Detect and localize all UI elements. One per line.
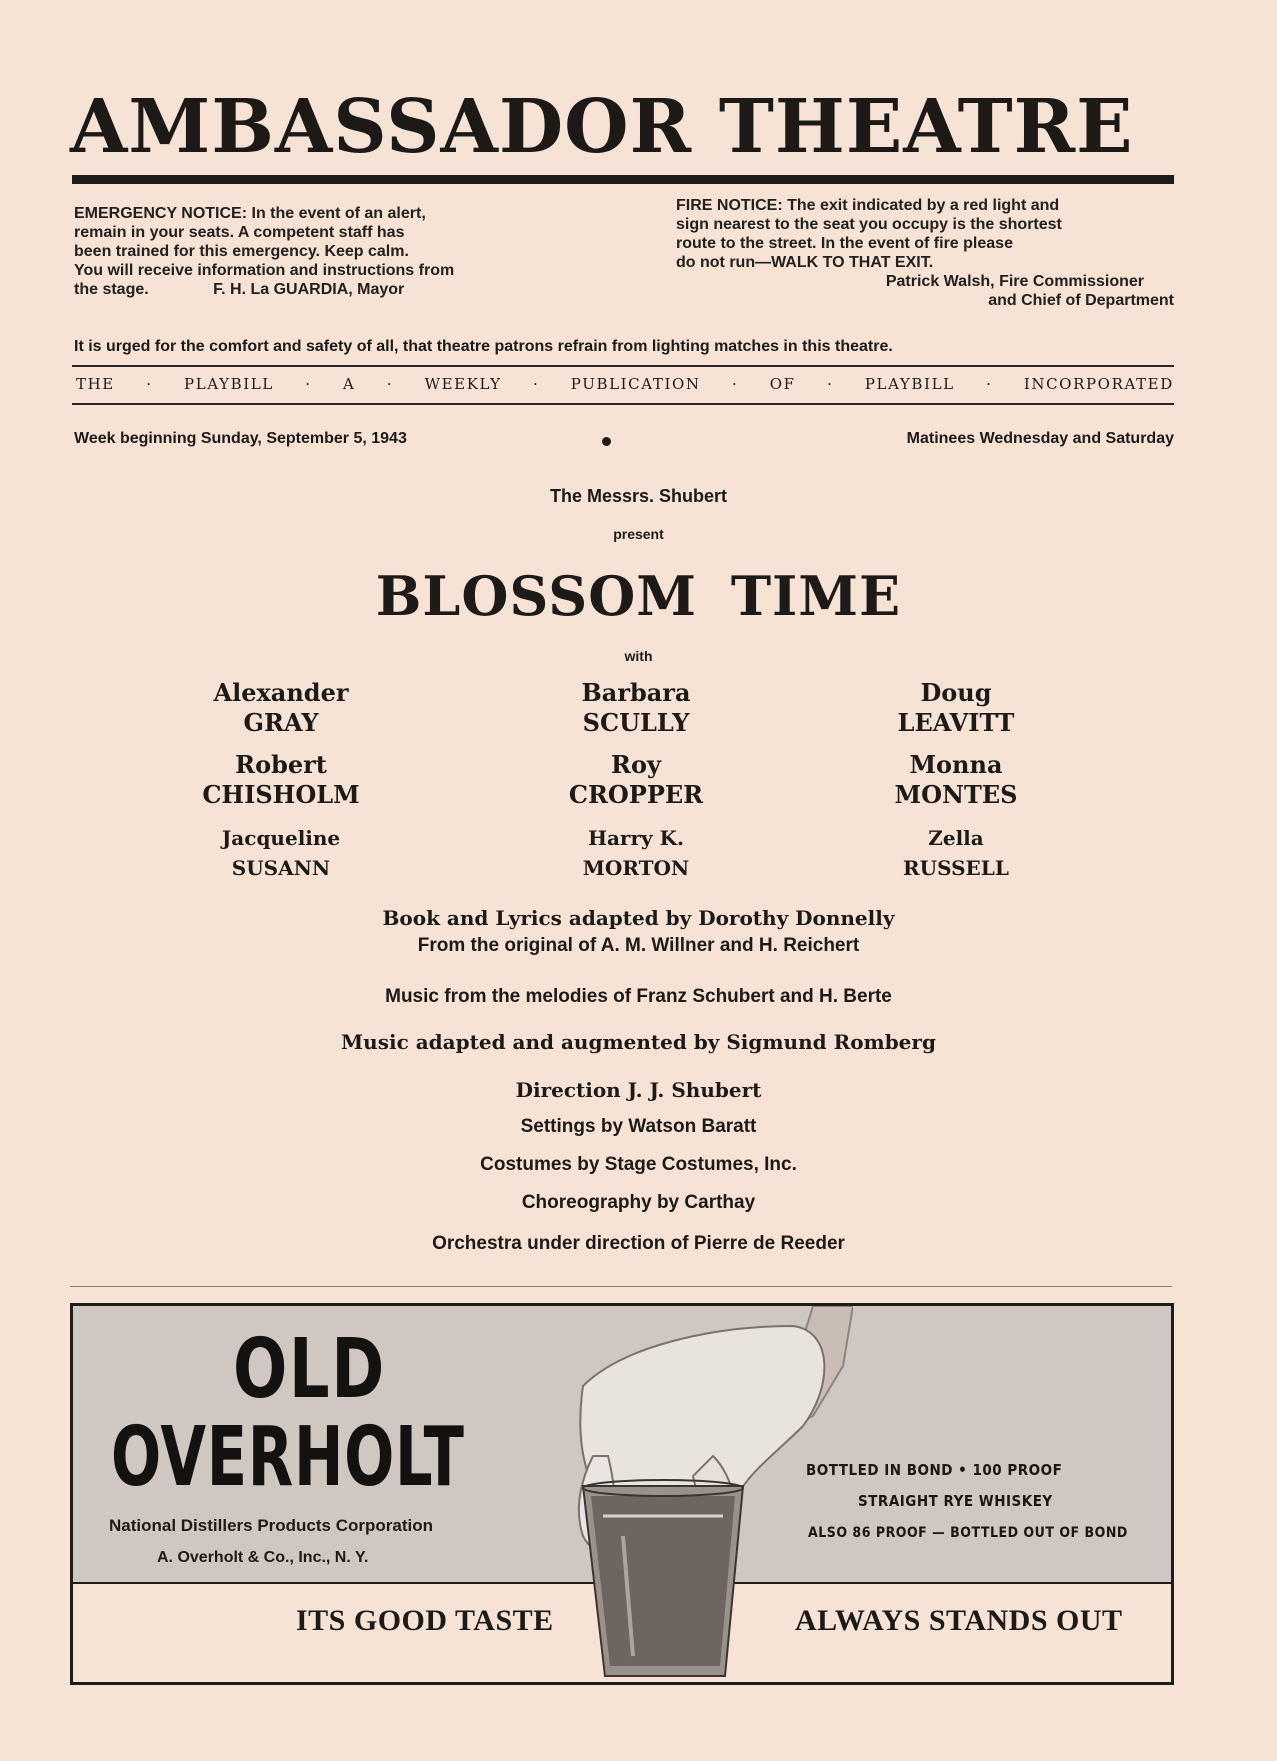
playbill-word: A [343,375,356,393]
playbill-separator: · [386,375,394,393]
costumes-credit: Costumes by Stage Costumes, Inc. [480,1154,797,1175]
playbill-word: PLAYBILL [864,375,955,393]
cast-last-name: MONTES [894,780,1018,809]
cast-last-name: RUSSELL [903,856,1009,880]
cast-first-name: Zella [928,826,984,850]
fire-notice [676,196,1174,310]
cast-member [791,750,1121,810]
mayor-signature: F. H. La GUARDIA, Mayor [213,281,405,298]
fire-line: sign nearest to the seat you occupy is the shortest [676,216,1062,233]
divider [70,1286,1172,1287]
direction-credit: Direction J. J. Shubert [515,1078,762,1102]
cast-member [791,678,1121,738]
playbill-word: INCORPORATED [1023,375,1174,393]
cast-member [116,750,446,810]
divider [72,403,1174,405]
cast-last-name: GRAY [243,708,319,737]
cast-member [116,823,446,883]
emergency-notice [74,204,580,299]
cast-last-name: MORTON [582,856,690,880]
playbill-word: PLAYBILL [184,375,274,393]
show-title: BLOSSOM TIME [375,564,902,628]
week-date: Week beginning Sunday, September 5, 1943 [74,430,407,447]
choreography-credit: Choreography by Carthay [521,1192,756,1213]
brand-name-overholt: OVERHOLT [111,1410,465,1505]
present-label: present [613,526,664,542]
slogan-right: ALWAYS STANDS OUT [795,1604,1123,1637]
emergency-line: the stage. [74,281,149,298]
orchestra-credit: Orchestra under direction of Pierre de Reeder [432,1233,845,1254]
cast-last-name: CROPPER [568,780,704,809]
emergency-line: EMERGENCY NOTICE: In the event of an alert, [74,205,426,222]
cast-first-name: Monna [909,750,1003,779]
emergency-last-line [74,280,580,299]
cast-member [471,678,801,738]
cast-last-name: SUSANN [231,856,331,880]
emergency-line: remain in your seats. A competent staff has [74,224,405,241]
spec-bottled-in-bond: BOTTLED IN BOND • 100 PROOF [806,1461,1063,1479]
emergency-line: You will receive information and instructions from [74,262,455,279]
presenter: The Messrs. Shubert [549,486,728,506]
bullet-dot [602,437,611,446]
theatre-title: AMBASSADOR THEATRE [70,84,1134,170]
old-overholt-advertisement [70,1303,1174,1685]
cast-last-name: CHISHOLM [202,780,360,809]
company-line: A. Overholt & Co., Inc., N. Y. [157,1549,369,1566]
emergency-line: been trained for this emergency. Keep calm. [74,243,409,260]
cast-first-name: Jacqueline [221,826,341,850]
cast-first-name: Harry K. [588,826,684,850]
playbill-word: OF [769,375,796,393]
cast-first-name: Doug [920,678,992,707]
playbill-separator: · [827,375,834,393]
cast-first-name: Robert [235,750,327,779]
playbill-word: WEEKLY [424,375,502,393]
original-credit: From the original of A. M. Willner and H. Reichert [417,935,860,956]
fire-line: do not run—WALK TO THAT EXIT. [676,254,934,271]
playbill-separator: · [732,375,739,393]
music-from-credit: Music from the melodies of Franz Schubert and H. Berte [385,986,892,1007]
book-credit: Book and Lyrics adapted by Dorothy Donnelly [382,906,895,930]
cast-first-name: Roy [611,750,661,779]
cast-member [116,678,446,738]
fire-department-signature: and Chief of Department [988,292,1174,309]
cast-member [471,823,801,883]
matches-notice: It is urged for the comfort and safety of all, that theatre patrons refrain from lighting matches in this theatre. [74,338,893,355]
distillers-line: National Distillers Products Corporation [109,1516,433,1535]
cast-first-name: Alexander [213,678,349,707]
playbill-separator: · [533,375,540,393]
brand-name-old: OLD [233,1322,386,1417]
title-rule [72,175,1174,184]
playbill-separator: · [146,375,153,393]
playbill-word: PUBLICATION [570,375,701,393]
settings-credit: Settings by Watson Baratt [520,1116,757,1137]
with-label: with [624,648,653,664]
divider [72,365,1174,367]
cast-last-name: SCULLY [582,708,690,737]
spec-straight-rye: STRAIGHT RYE WHISKEY [858,1492,1053,1510]
playbill-separator: · [305,375,312,393]
playbill-separator: · [986,375,993,393]
fire-commissioner-signature: Patrick Walsh, Fire Commissioner [885,273,1144,290]
spec-86-proof: ALSO 86 PROOF — BOTTLED OUT OF BOND [808,1525,1128,1541]
slogan-left: ITS GOOD TASTE [296,1604,554,1637]
playbill-publication-line [76,375,1174,393]
cast-member [471,750,801,810]
cast-last-name: LEAVITT [897,708,1015,737]
fire-line: FIRE NOTICE: The exit indicated by a red light and [676,197,1060,214]
matinees-info: Matinees Wednesday and Saturday [906,430,1174,447]
fire-line: route to the street. In the event of fire please [676,235,1013,252]
playbill-word: THE [76,375,115,393]
cast-first-name: Barbara [581,678,691,707]
music-adapted-credit: Music adapted and augmented by Sigmund Romberg [341,1030,936,1054]
cast-member [791,823,1121,883]
